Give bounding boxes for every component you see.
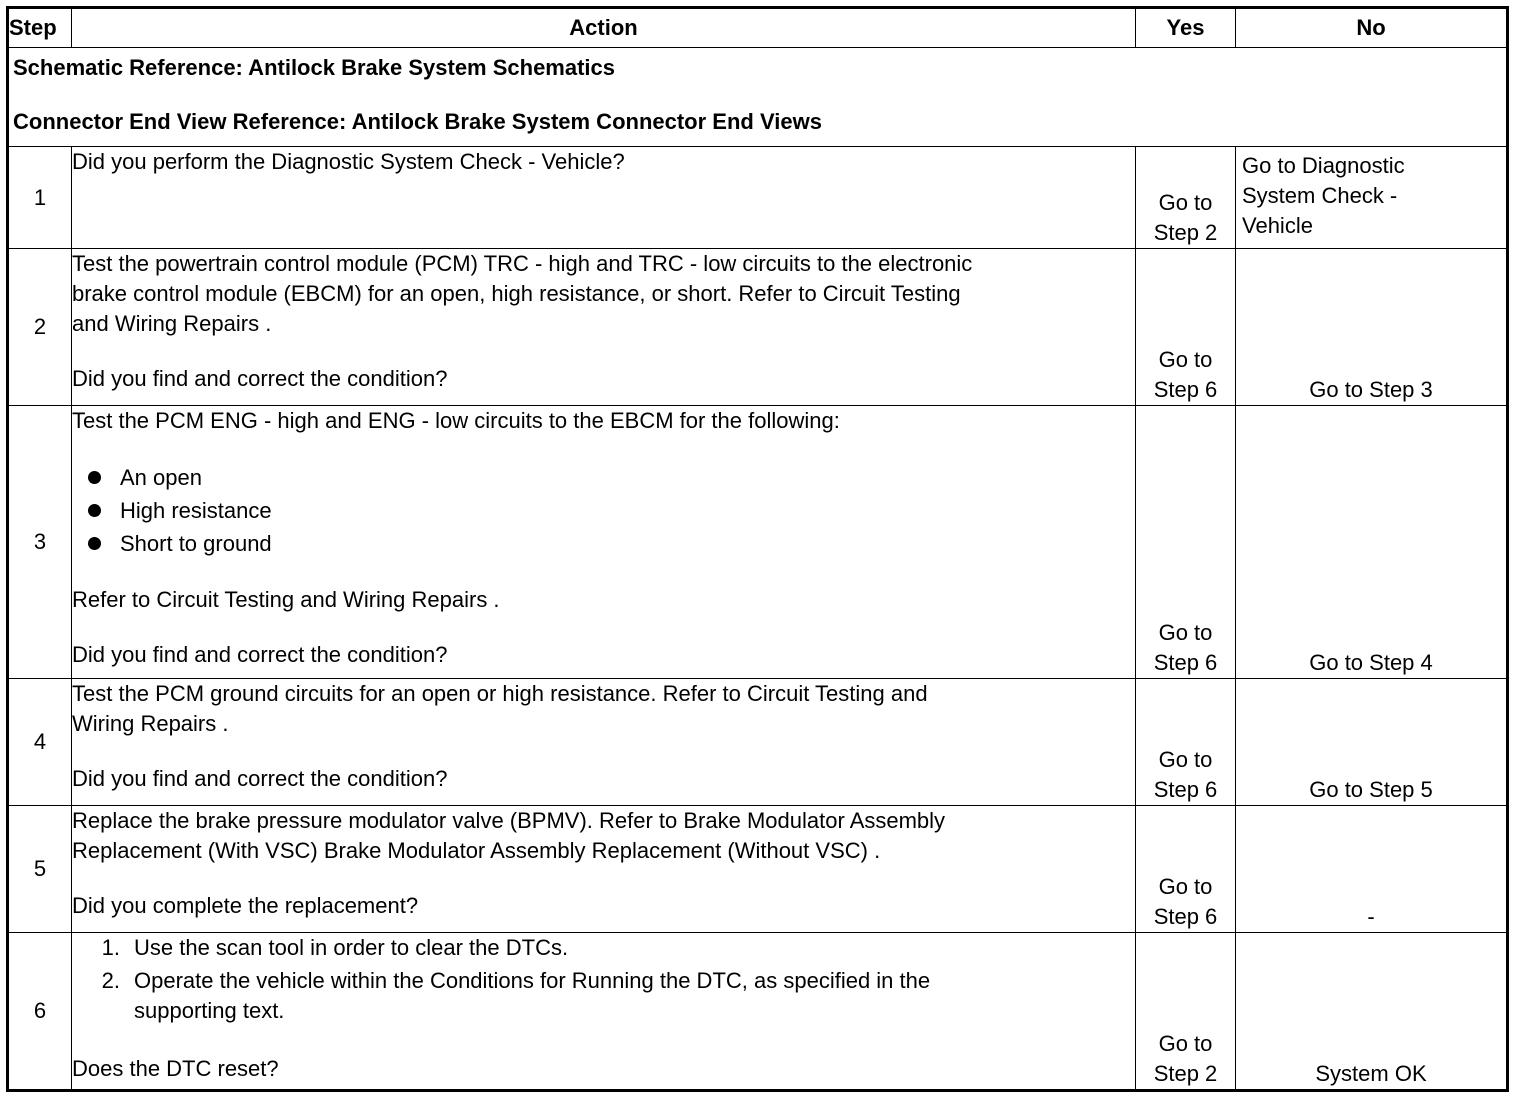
list-item xyxy=(72,933,1135,963)
list-item: Short to ground xyxy=(86,527,1135,560)
list-text: Use the scan tool in order to clear the DTCs. xyxy=(134,935,569,960)
yes-line[interactable]: Go to xyxy=(1158,874,1213,899)
action-cell xyxy=(72,147,1136,249)
action-line: and Wiring Repairs . xyxy=(72,311,272,336)
action-line: brake control module (EBCM) for an open, high resistance, or short. Refer to Circuit Testing xyxy=(72,281,961,306)
list-text: Operate the vehicle within the Conditions for Running the DTC, as specified in the xyxy=(134,968,931,993)
list-item: An open xyxy=(86,461,1135,494)
header-action: Action xyxy=(72,8,1136,48)
no-cell xyxy=(1236,406,1508,679)
action-line: Replacement (With VSC) Brake Modulator Assembly Replacement (Without VSC) . xyxy=(72,838,881,863)
list-item: High resistance xyxy=(86,494,1135,527)
bullet-list xyxy=(72,461,1135,560)
yes-line[interactable]: Step 6 xyxy=(1153,650,1218,675)
step-number: 5 xyxy=(8,806,72,933)
no-link[interactable]: Go to Step 5 xyxy=(1309,777,1433,802)
table-row xyxy=(8,249,1508,406)
no-value: System OK xyxy=(1315,1061,1427,1086)
action-question: Did you complete the replacement? xyxy=(72,893,419,918)
action-refer: Refer to Circuit Testing and Wiring Repairs . xyxy=(72,587,500,612)
no-cell xyxy=(1236,679,1508,806)
step-number: 6 xyxy=(8,933,72,1091)
action-line: Replace the brake pressure modulator valve (BPMV). Refer to Brake Modulator Assembly xyxy=(72,808,946,833)
table-row xyxy=(8,806,1508,933)
yes-line[interactable]: Go to xyxy=(1158,190,1213,215)
yes-line[interactable]: Step 2 xyxy=(1153,1061,1218,1086)
no-cell xyxy=(1236,147,1508,249)
list-number: 1. xyxy=(101,935,120,960)
header-yes: Yes xyxy=(1136,8,1236,48)
list-number: 2. xyxy=(101,968,120,993)
table-row xyxy=(8,147,1508,249)
table-row xyxy=(8,933,1508,1091)
no-line[interactable]: Go to Diagnostic xyxy=(1242,153,1405,178)
schematic-reference-link[interactable]: Schematic Reference: Antilock Brake System Schematics xyxy=(13,55,616,80)
reference-row xyxy=(8,48,1508,147)
no-cell xyxy=(1236,933,1508,1091)
step-number: 2 xyxy=(8,249,72,406)
reference-cell xyxy=(8,48,1508,147)
yes-line[interactable]: Go to xyxy=(1158,620,1213,645)
action-cell xyxy=(72,249,1136,406)
action-question: Did you find and correct the condition? xyxy=(72,642,448,667)
header-no: No xyxy=(1236,8,1508,48)
yes-line[interactable]: Step 6 xyxy=(1153,904,1218,929)
yes-cell xyxy=(1136,147,1236,249)
table-row xyxy=(8,679,1508,806)
yes-cell xyxy=(1136,806,1236,933)
yes-cell xyxy=(1136,933,1236,1091)
step-number: 3 xyxy=(8,406,72,679)
action-line: Test the powertrain control module (PCM) TRC - high and TRC - low circuits to the electronic xyxy=(72,251,973,276)
yes-cell xyxy=(1136,406,1236,679)
no-line[interactable]: System Check - xyxy=(1242,183,1398,208)
no-line[interactable]: Vehicle xyxy=(1242,213,1313,238)
list-item xyxy=(72,966,1135,1026)
list-text: supporting text. xyxy=(134,998,285,1023)
step-number: 4 xyxy=(8,679,72,806)
action-line: Wiring Repairs . xyxy=(72,711,229,736)
action-intro: Test the PCM ENG - high and ENG - low circuits to the EBCM for the following: xyxy=(72,408,840,433)
yes-line[interactable]: Step 6 xyxy=(1153,777,1218,802)
no-cell xyxy=(1236,249,1508,406)
action-cell xyxy=(72,679,1136,806)
step-number: 1 xyxy=(8,147,72,249)
no-cell xyxy=(1236,806,1508,933)
yes-line[interactable]: Step 6 xyxy=(1153,377,1218,402)
numbered-list xyxy=(72,933,1135,1026)
diagnostic-table xyxy=(6,6,1509,1092)
action-cell xyxy=(72,933,1136,1091)
yes-line[interactable]: Go to xyxy=(1158,747,1213,772)
header-row xyxy=(8,8,1508,48)
no-value: - xyxy=(1367,904,1375,929)
action-question: Did you find and correct the condition? xyxy=(72,366,448,391)
action-question: Did you find and correct the condition? xyxy=(72,766,448,791)
no-link[interactable]: Go to Step 3 xyxy=(1309,377,1433,402)
yes-line[interactable]: Go to xyxy=(1158,1031,1213,1056)
yes-cell xyxy=(1136,249,1236,406)
action-cell xyxy=(72,406,1136,679)
yes-line[interactable]: Go to xyxy=(1158,347,1213,372)
action-text: Did you perform the Diagnostic System Check - Vehicle? xyxy=(72,149,625,174)
connector-reference-link[interactable]: Connector End View Reference: Antilock Brake System Connector End Views xyxy=(13,109,822,134)
action-line: Test the PCM ground circuits for an open or high resistance. Refer to Circuit Testing and xyxy=(72,681,928,706)
header-step: Step xyxy=(8,8,72,48)
table-row xyxy=(8,406,1508,679)
yes-cell xyxy=(1136,679,1236,806)
action-question: Does the DTC reset? xyxy=(72,1056,279,1081)
no-link[interactable]: Go to Step 4 xyxy=(1309,650,1433,675)
yes-line[interactable]: Step 2 xyxy=(1153,220,1218,245)
action-cell xyxy=(72,806,1136,933)
